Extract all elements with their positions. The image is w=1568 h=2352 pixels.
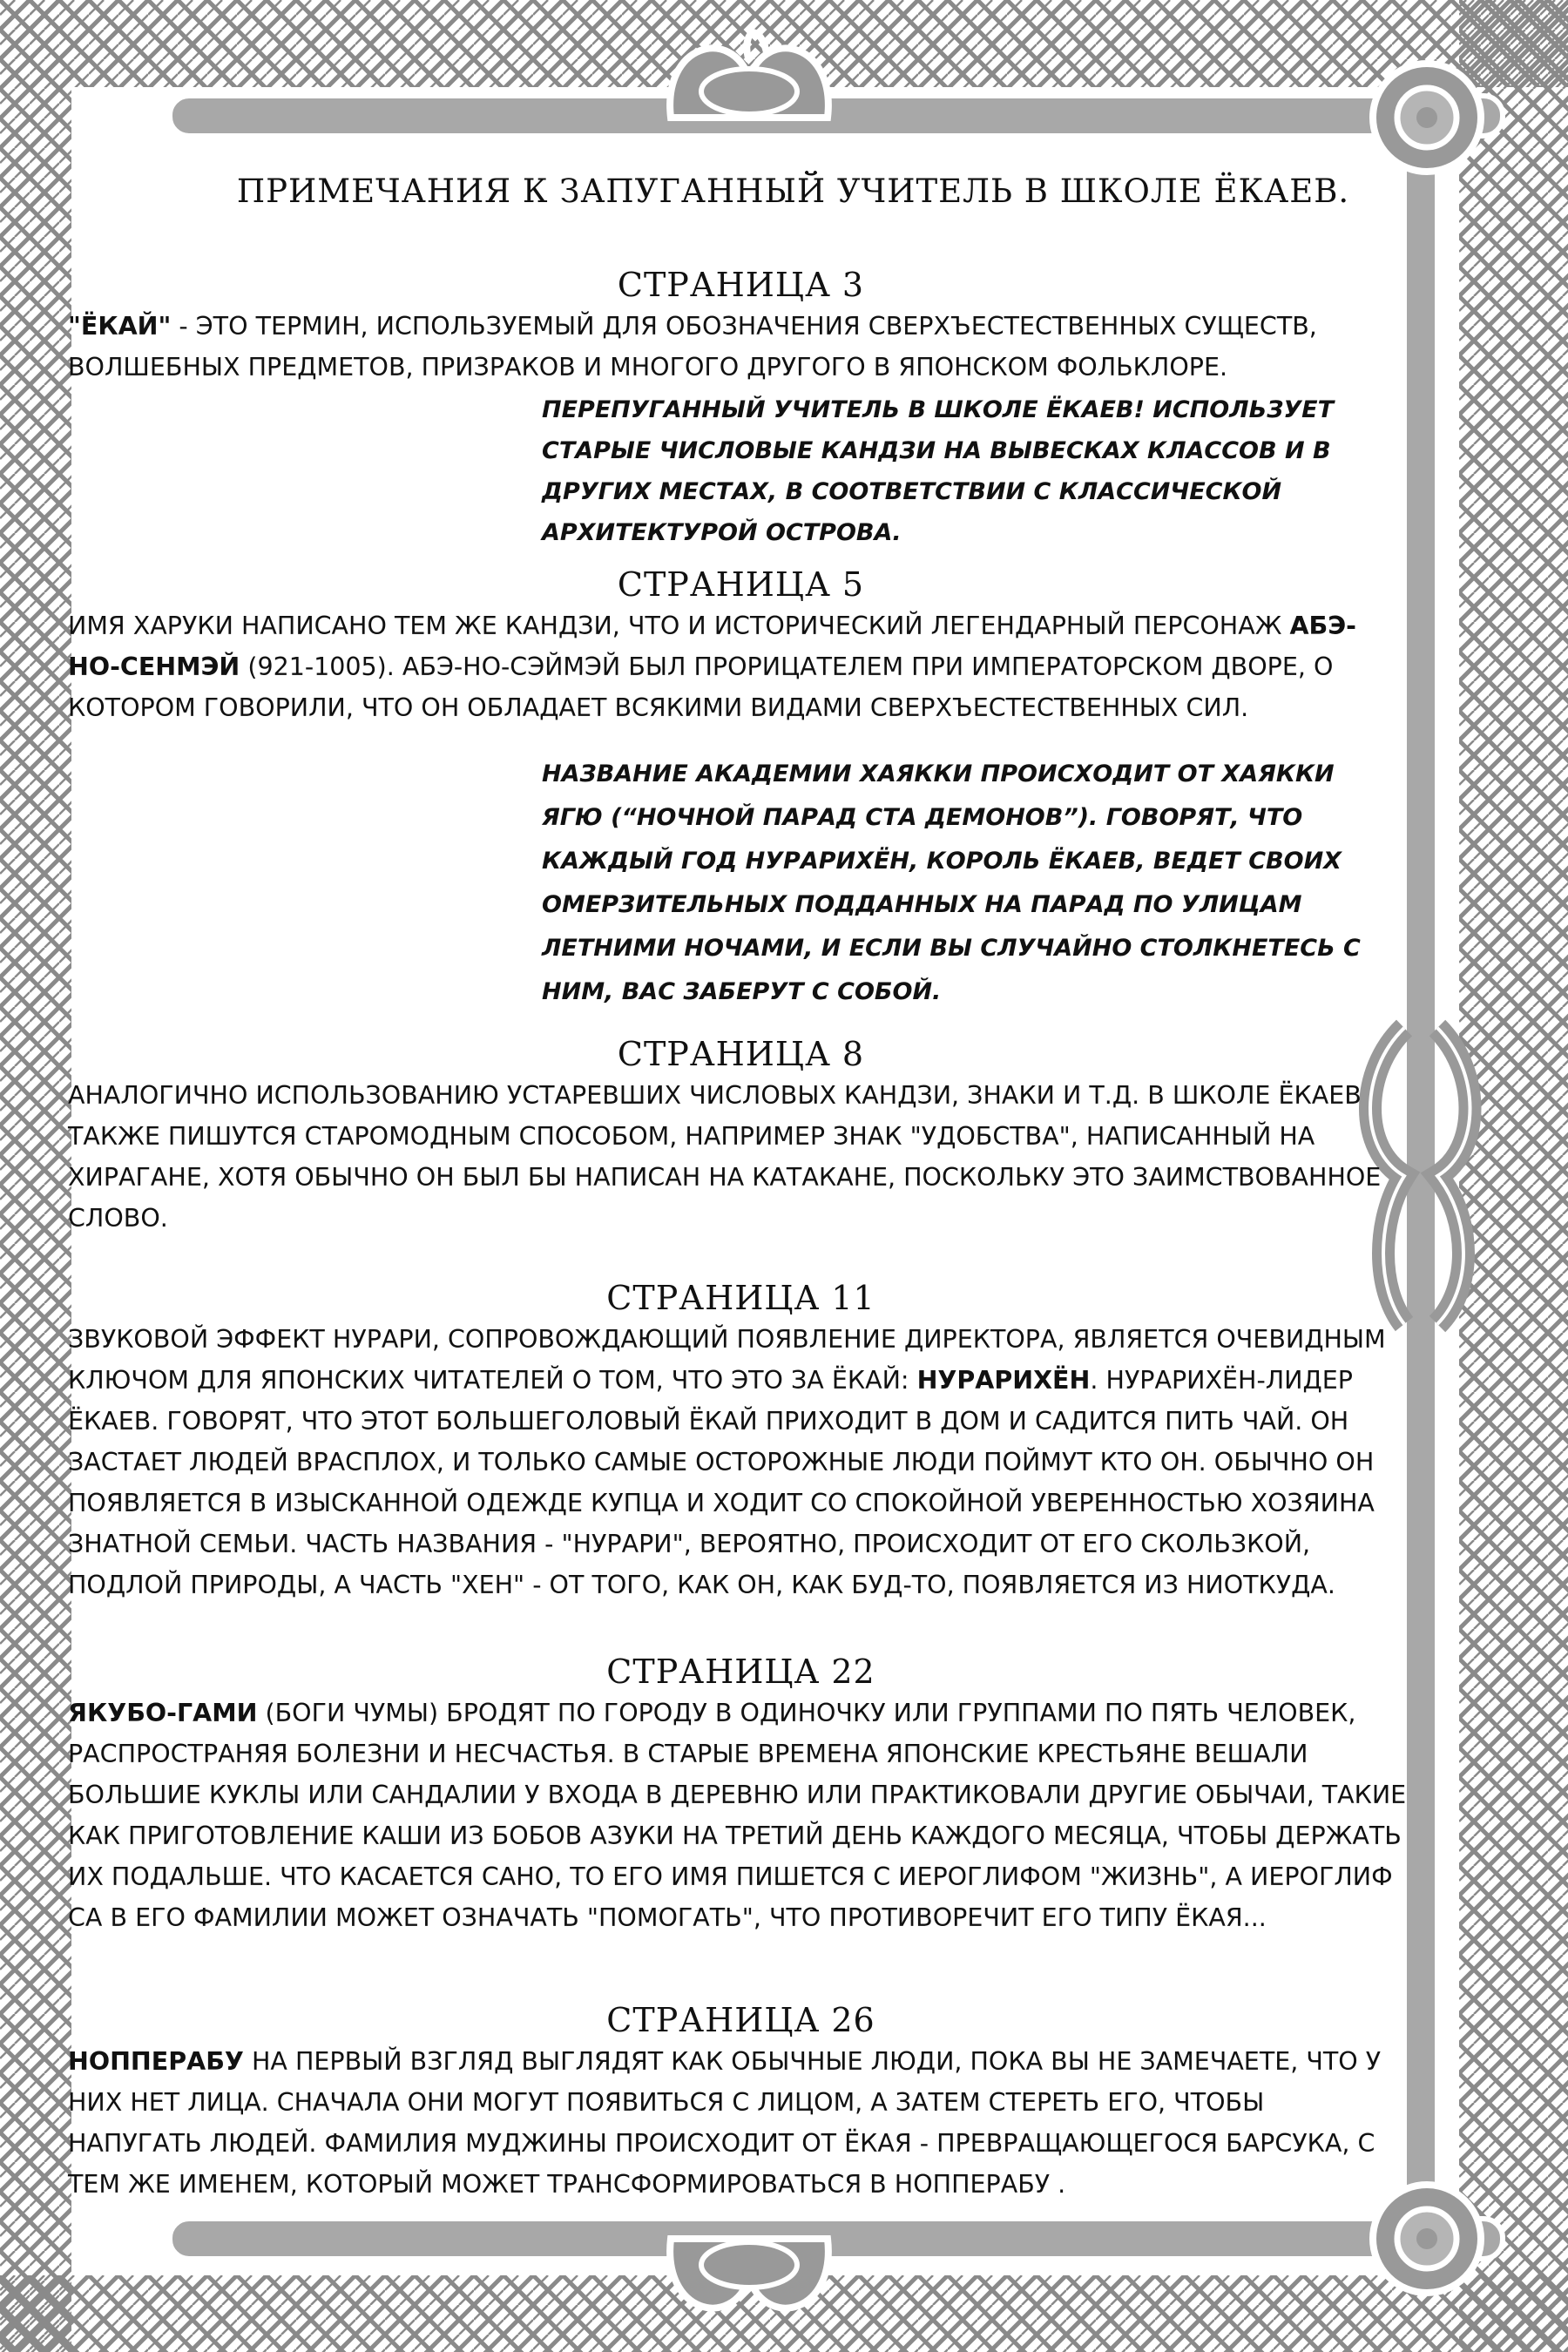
section-page-22 [68,1651,1414,1938]
section-body: ИМЯ ХАРУКИ НАПИСАНО ТЕМ ЖЕ КАНДЗИ, ЧТО И ИСТОРИЧЕСКИЙ ЛЕГЕНДАРНЫЙ ПЕРСОНАЖ АБЭ-НО-СЕНМЭЙ (921-1005). АБЭ-НО-СЭЙМЭЙ БЫЛ ПРОРИЦАТЕЛЕМ ПРИ ИМПЕРАТОРСКОМ ДВОРЕ, О КОТОРОМ ГОВОРИЛИ, ЧТО ОН ОБЛАДАЕТ ВСЯКИМИ ВИДАМИ СВЕРХЪЕСТЕСТВЕННЫХ СИЛ. [68,612,1357,722]
term-highlight: ЯКУБО-ГАМИ [68,1699,258,1727]
section-heading: СТРАНИЦА 11 [606,1279,875,1317]
section-heading: СТРАНИЦА 22 [606,1652,875,1691]
term-highlight: АБЭ-НО-СЕНМЭЙ [68,612,1357,681]
section-page-11 [68,1277,1414,1605]
section-heading: СТРАНИЦА 5 [617,565,865,604]
section-body: НОППЕРАБУ НА ПЕРВЫЙ ВЗГЛЯД ВЫГЛЯДЯТ КАК ОБЫЧНЫЕ ЛЮДИ, ПОКА ВЫ НЕ ЗАМЕЧАЕТЕ, ЧТО У НИХ НЕТ ЛИЦА. СНАЧАЛА ОНИ МОГУТ ПОЯВИТЬСЯ С ЛИЦОМ, А ЗАТЕМ СТЕРЕТЬ ЕГО, ЧТОБЫ НАПУГАТЬ ЛЮДЕЙ. ФАМИЛИЯ МУДЖИНЫ ПРОИСХОДИТ ОТ ЁКАЯ - ПРЕВРАЩАЮЩЕГОСЯ БАРСУКА, С ТЕМ ЖЕ ИМЕНЕМ, КОТОРЫЙ МОЖЕТ ТРАНСФОРМИРОВАТЬСЯ В НОППЕРАБУ . [68,2047,1382,2199]
section-page-3 [68,264,1414,553]
section-heading: СТРАНИЦА 8 [617,1035,865,1073]
section-body: ЯКУБО-ГАМИ (БОГИ ЧУМЫ) БРОДЯТ ПО ГОРОДУ В ОДИНОЧКУ ИЛИ ГРУППАМИ ПО ПЯТЬ ЧЕЛОВЕК, РАСПРОСТРАНЯЯ БОЛЕЗНИ И НЕСЧАСТЬЯ. В СТАРЫЕ ВРЕМЕНА ЯПОНСКИЕ КРЕСТЬЯНЕ ВЕШАЛИ БОЛЬШИЕ КУКЛЫ ИЛИ САНДАЛИИ У ВХОДА В ДЕРЕВНЮ ИЛИ ПРАКТИКОВАЛИ ДРУГИЕ ОБЫЧАИ, ТАКИЕ КАК ПРИГОТОВЛЕНИЕ КАШИ ИЗ БОБОВ АЗУКИ НА ТРЕТИЙ ДЕНЬ КАЖДОГО МЕСЯЦА, ЧТОБЫ ДЕРЖАТЬ ИХ ПОДАЛЬШЕ. ЧТО КАСАЕТСЯ САНО, ТО ЕГО ИМЯ ПИШЕТСЯ С ИЕРОГЛИФОМ "ЖИЗНЬ", А ИЕРОГЛИФ СА В ЕГО ФАМИЛИИ МОЖЕТ ОЗНАЧАТЬ "ПОМОГАТЬ", ЧТО ПРОТИВОРЕЧИТ ЕГО ТИПУ ЁКАЯ... [68,1699,1407,1932]
section-page-26 [68,1999,1414,2205]
side-note: ПЕРЕПУГАННЫЙ УЧИТЕЛЬ В ШКОЛЕ ЁКАЕВ! ИСПОЛЬЗУЕТ СТАРЫЕ ЧИСЛОВЫЕ КАНДЗИ НА ВЫВЕСКАХ КЛАССОВ И В ДРУГИХ МЕСТАХ, В СООТВЕТСТВИИ С КЛАССИЧЕСКОЙ АРХИТЕКТУРОЙ ОСТРОВА. [542,396,1335,546]
term-highlight: "ЁКАЙ" [68,312,172,341]
term-highlight: НУРАРИХЁН [916,1366,1091,1395]
notes-content [68,172,1414,2205]
page-title: ПРИМЕЧАНИЯ К ЗАПУГАННЫЙ УЧИТЕЛЬ В ШКОЛЕ ЁКАЕВ. [236,172,1350,210]
section-body: "ЁКАЙ" - ЭТО ТЕРМИН, ИСПОЛЬЗУЕМЫЙ ДЛЯ ОБОЗНАЧЕНИЯ СВЕРХЪЕСТЕСТВЕННЫХ СУЩЕСТВ, ВОЛШЕБНЫХ ПРЕДМЕТОВ, ПРИЗРАКОВ И МНОГОГО ДРУГОГО В ЯПОНСКОМ ФОЛЬКЛОРЕ. [68,312,1317,382]
side-note: НАЗВАНИЕ АКАДЕМИИ ХАЯККИ ПРОИСХОДИТ ОТ ХАЯККИ ЯГЮ (“НОЧНОЙ ПАРАД СТА ДЕМОНОВ”). ГОВОРЯТ, ЧТО КАЖДЫЙ ГОД НУРАРИХЁН, КОРОЛЬ ЁКАЕВ, ВЕДЕТ СВОИХ ОМЕРЗИТЕЛЬНЫХ ПОДДАННЫХ НА ПАРАД ПО УЛИЦАМ ЛЕТНИМИ НОЧАМИ, И ЕСЛИ ВЫ СЛУЧАЙНО СТОЛКНЕТЕСЬ С НИМ, ВАС ЗАБЕРУТ С СОБОЙ. [542,760,1361,1005]
section-heading: СТРАНИЦА 3 [617,266,865,304]
section-page-8 [68,1033,1414,1239]
section-page-5 [68,564,1414,1014]
section-body: АНАЛОГИЧНО ИСПОЛЬЗОВАНИЮ УСТАРЕВШИХ ЧИСЛОВЫХ КАНДЗИ, ЗНАКИ И Т.Д. В ШКОЛЕ ЁКАЕВ ТАКЖЕ ПИШУТСЯ СТАРОМОДНЫМ СПОСОБОМ, НАПРИМЕР ЗНАК "УДОБСТВА", НАПИСАННЫЙ НА ХИРАГАНЕ, ХОТЯ ОБЫЧНО ОН БЫЛ БЫ НАПИСАН НА КАТАКАНЕ, ПОСКОЛЬКУ ЭТО ЗАИМСТВОВАННОЕ СЛОВО. [68,1081,1382,1233]
section-heading: СТРАНИЦА 26 [606,2001,875,2039]
section-body: ЗВУКОВОЙ ЭФФЕКТ НУРАРИ, СОПРОВОЖДАЮЩИЙ ПОЯВЛЕНИЕ ДИРЕКТОРА, ЯВЛЯЕТСЯ ОЧЕВИДНЫМ КЛЮЧОМ ДЛЯ ЯПОНСКИХ ЧИТАТЕЛЕЙ О ТОМ, ЧТО ЭТО ЗА ЁКАЙ: НУРАРИХЁН. НУРАРИХЁН-ЛИДЕР ЁКАЕВ. ГОВОРЯТ, ЧТО ЭТОТ БОЛЬШЕГОЛОВЫЙ ЁКАЙ ПРИХОДИТ В ДОМ И САДИТСЯ ПИТЬ ЧАЙ. ОН ЗАСТАЕТ ЛЮДЕЙ ВРАСПЛОХ, И ТОЛЬКО САМЫЕ ОСТОРОЖНЫЕ ЛЮДИ ПОЙМУТ КТО ОН. ОБЫЧНО ОН ПОЯВЛЯЕТСЯ В ИЗЫСКАННОЙ ОДЕЖДЕ КУПЦА И ХОДИТ СО СПОКОЙНОЙ УВЕРЕННОСТЬЮ ХОЗЯИНА ЗНАТНОЙ СЕМЬИ. ЧАСТЬ НАЗВАНИЯ - "НУРАРИ", ВЕРОЯТНО, ПРОИСХОДИТ ОТ ЕГО СКОЛЬЗКОЙ, ПОДЛОЙ ПРИРОДЫ, А ЧАСТЬ "ХЕН" - ОТ ТОГО, КАК ОН, КАК БУД-ТО, ПОЯВЛЯЕТСЯ ИЗ НИОТКУДА. [68,1325,1386,1599]
term-highlight: НОППЕРАБУ [68,2047,244,2076]
